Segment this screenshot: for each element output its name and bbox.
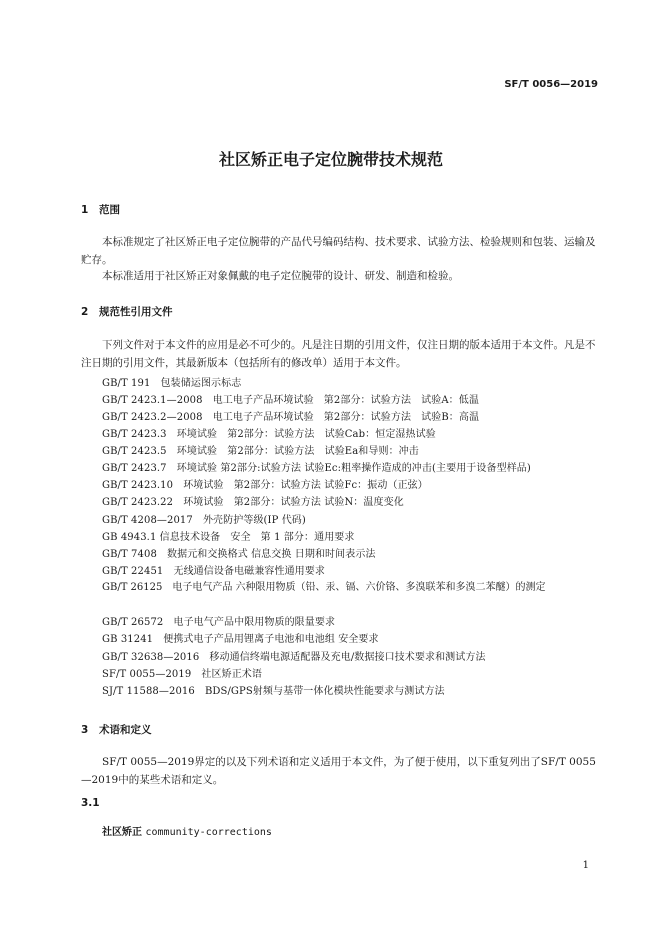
reference-item: GB 31241 便携式电子产品用锂离子电池和电池组 安全要求 [102, 634, 379, 645]
document-title: 社区矫正电子定位腕带技术规范 [218, 150, 443, 169]
reference-item: GB/T 2423.10 环境试验 第2部分：试验方法 试验Fc：振动（正弦） [102, 480, 428, 491]
section-title: 范围 [99, 204, 120, 216]
reference-item: GB/T 7408 数据元和交换格式 信息交换 日期和时间表示法 [102, 549, 376, 560]
reference-item: SF/T 0055—2019 社区矫正术语 [102, 669, 263, 680]
reference-item: GB/T 2423.1—2008 电工电子产品环境试验 第2部分：试验方法 试验A：低温 [102, 395, 479, 406]
section-1-heading [81, 202, 120, 217]
terms-intro: SF/T 0055—2019界定的以及下列术语和定义适用于本文件，为了便于使用，以下重复列出了SF/T 0055—2019中的某些术语和定义。 [81, 756, 596, 786]
reference-item-wrapped: GB/T 26125 电子电气产品 六种限用物质（铅、汞、镉、六价铬、多溴联苯和多溴二苯醚）的测定 [102, 582, 546, 593]
reference-item: GB/T 4208—2017 外壳防护等级(IP 代码) [102, 515, 306, 526]
section-title: 规范性引用文件 [99, 306, 173, 318]
reference-item: GB/T 2423.7 环境试验 第2部分:试验方法 试验Ec:粗率操作造成的冲击(主要用于设备型样品) [102, 463, 531, 474]
term-3-1 [102, 823, 272, 838]
term-chinese: 社区矫正 [102, 827, 142, 838]
scope-paragraph-1: 本标准规定了社区矫正电子定位腕带的产品代号编码结构、技术要求、试验方法、检验规则和包装、运输及贮存。 [81, 236, 596, 266]
reference-item: GB/T 2423.5 环境试验 第2部分：试验方法 试验Ea和导则：冲击 [102, 446, 419, 457]
references-intro: 下列文件对于本文件的应用是必不可少的。凡是注日期的引用文件，仅注日期的版本适用于本文件。凡是不注日期的引用文件，其最新版本（包括所有的修改单）适用于本文件。 [81, 339, 596, 369]
section-title: 术语和定义 [99, 724, 152, 736]
reference-item: SJ/T 11588—2016 BDS/GPS射频与基带一体化模块性能要求与测试方法 [102, 686, 445, 697]
reference-item: GB/T 2423.3 环境试验 第2部分：试验方法 试验Cab：恒定湿热试验 [102, 429, 436, 440]
term-english: community-corrections [145, 827, 272, 838]
section-2-heading [81, 304, 173, 319]
reference-item: GB/T 2423.2—2008 电工电子产品环境试验 第2部分：试验方法 试验B：高温 [102, 412, 480, 423]
section-number: 1 [81, 204, 89, 216]
standard-code: SF/T 0056—2019 [504, 79, 598, 90]
reference-item: GB/T 2423.22 环境试验 第2部分：试验方法 试验N：温度变化 [102, 497, 404, 508]
reference-item: GB/T 22451 无线通信设备电磁兼容性通用要求 [102, 566, 325, 577]
reference-item: GB/T 191 包装储运图示标志 [102, 378, 242, 389]
scope-paragraph-2: 本标准适用于社区矫正对象佩戴的电子定位腕带的设计、研发、制造和检验。 [102, 270, 459, 282]
section-number: 2 [81, 306, 89, 318]
reference-item: GB/T 32638—2016 移动通信终端电源适配器及充电/数据接口技术要求和测试方法 [102, 652, 486, 663]
term-number: 3.1 [81, 797, 100, 809]
section-number: 3 [81, 724, 89, 736]
reference-item: GB/T 26572 电子电气产品中限用物质的限量要求 [102, 617, 336, 628]
reference-item: GB 4943.1 信息技术设备 安全 第 1 部分：通用要求 [102, 532, 355, 543]
section-3-heading [81, 722, 152, 737]
page-number: 1 [582, 860, 589, 871]
